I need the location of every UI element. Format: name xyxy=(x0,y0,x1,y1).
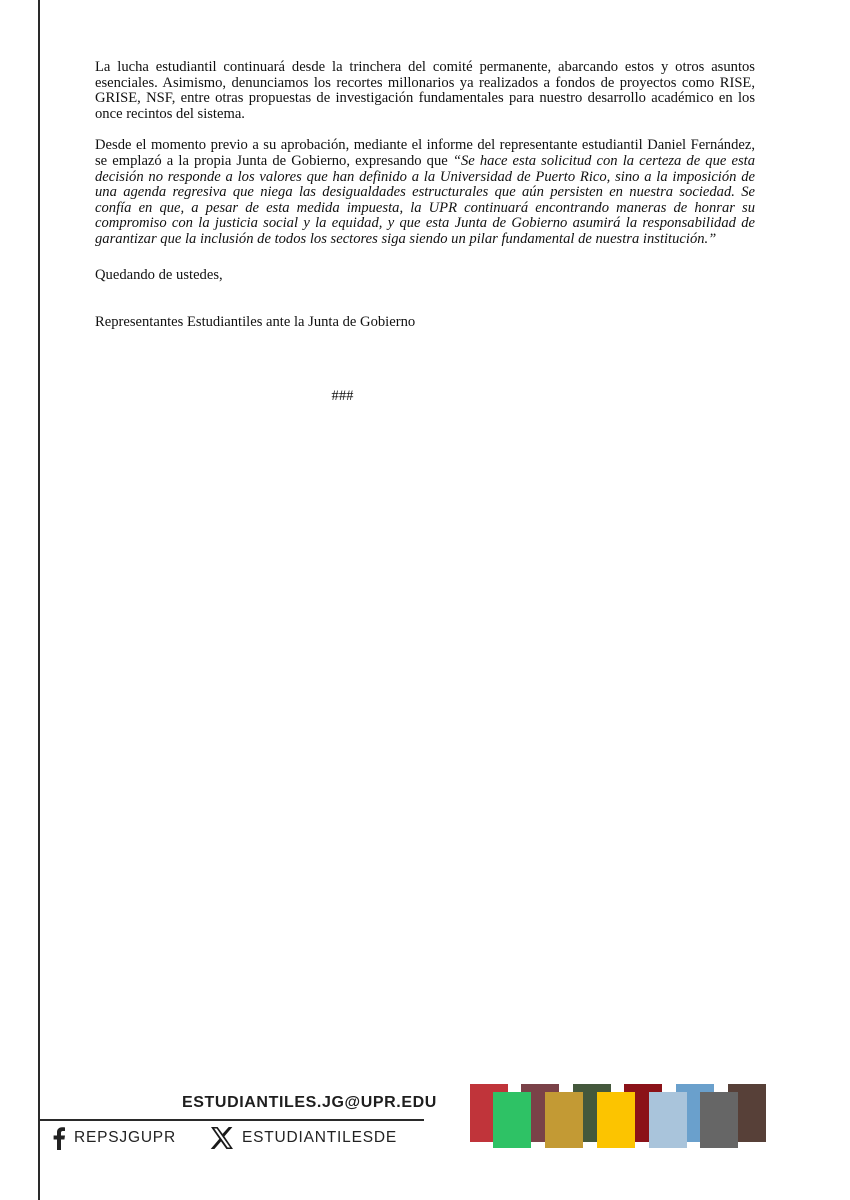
x-logo-icon xyxy=(210,1126,234,1150)
paragraph-student-struggle: La lucha estudiantil continuará desde la trinchera del comité permanente, abarcando estos y otros asuntos esenciales. Asimismo, denunciamos los recortes millonarios ya realizados a fondos de proyectos como RISE, GRISE, NSF, entre otras propuestas de investigación fundamentales para nuestro desarrollo académico en los once recintos del sistema. xyxy=(95,59,755,122)
color-block xyxy=(470,1084,508,1142)
color-block xyxy=(597,1092,635,1148)
left-margin-rule xyxy=(38,0,40,1200)
color-block xyxy=(649,1092,687,1148)
contact-email[interactable]: ESTUDIANTILES.JG@UPR.EDU xyxy=(182,1094,437,1111)
facebook-link[interactable] xyxy=(52,1126,176,1150)
x-handle: ESTUDIANTILESDE xyxy=(242,1129,397,1146)
paragraph-intro-text: Desde el momento previo a su aprobación, mediante el informe del representante estudiantil Daniel Fernández, se emplazó a la propia Junta de Gobierno, expresando que xyxy=(95,137,755,169)
paragraph-board-petition xyxy=(95,138,755,247)
color-block xyxy=(545,1092,583,1148)
color-block xyxy=(624,1084,662,1142)
footer-divider xyxy=(40,1119,424,1121)
color-block xyxy=(493,1092,531,1148)
facebook-handle: REPSJGUPR xyxy=(74,1129,176,1146)
color-block xyxy=(700,1092,738,1148)
color-block xyxy=(676,1084,714,1142)
end-mark: ### xyxy=(331,388,354,404)
signature-line: Representantes Estudiantiles ante la Junta de Gobierno xyxy=(95,314,416,331)
facebook-icon xyxy=(52,1126,66,1150)
color-block xyxy=(573,1084,611,1142)
quoted-statement: “Se hace esta solicitud con la certeza de que esta decisión no responde a los valores que han definido a la Universidad de Puerto Rico, sino a la imposición de una agenda regresiva que niega las desigualdades estructurales que aún persisten en nuestra sociedad. Se confía en que, a pesar de esta medida impuesta, la UPR continuará encontrando maneras de honrar su compromiso con la justicia social y la equidad, y que esta Junta de Gobierno asumirá la responsabilidad de garantizar que la inclusión de todos los sectores siga siendo un pilar fundamental de nuestra institución.” xyxy=(95,152,756,247)
color-block xyxy=(521,1084,559,1142)
x-link[interactable] xyxy=(210,1126,397,1150)
closing-line: Quedando de ustedes, xyxy=(95,266,223,283)
letter-body xyxy=(95,60,755,331)
color-block xyxy=(728,1084,766,1142)
